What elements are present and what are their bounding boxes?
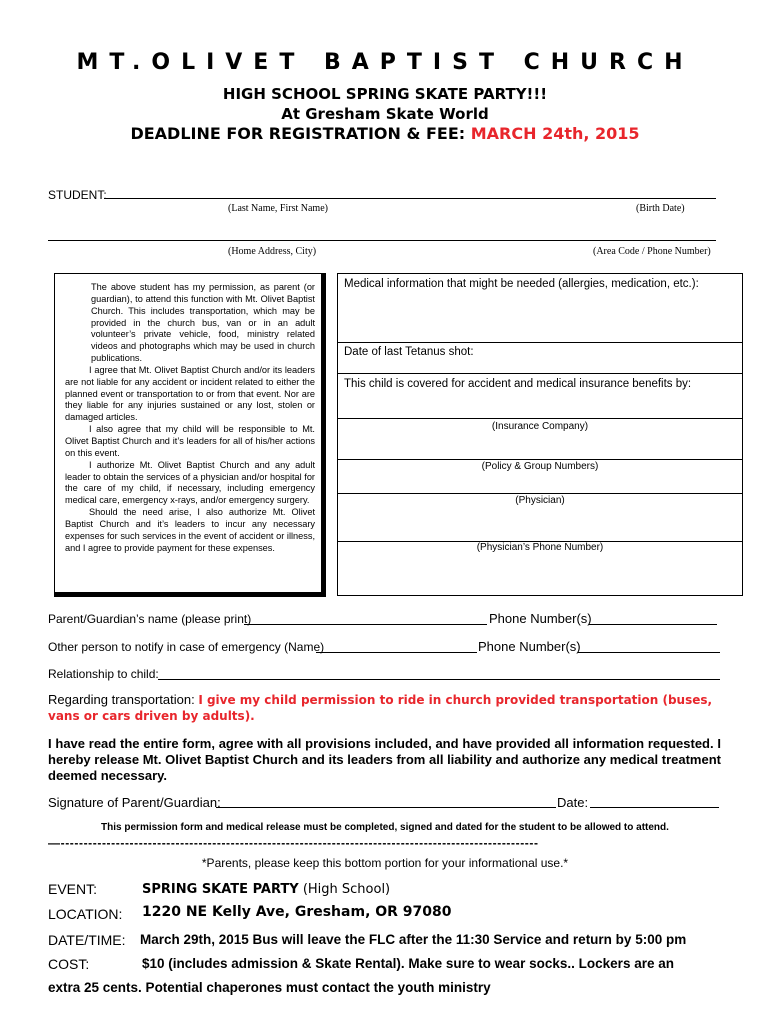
datetime-value: March 29th, 2015 Bus will leave the FLC after the 11:30 Service and return by 5:00 pm <box>140 932 687 947</box>
permission-paragraph: The above student has my permission, as parent (or guardian), to attend this function with Mt. Olivet Baptist Church. This includes transportation, which may be provided in the church bus, van or in an adult volunteer’s private vehicle, food, ministry related videos and photographs which may be used in church publications. <box>91 282 315 364</box>
deadline-label: DEADLINE FOR REGISTRATION & FEE: <box>130 124 471 143</box>
policy-number-field[interactable] <box>338 440 742 460</box>
guardian-phone-line[interactable] <box>589 624 717 625</box>
datetime-label: DATE/TIME: <box>48 932 126 948</box>
event-title: HIGH SCHOOL SPRING SKATE PARTY!!! <box>222 85 548 103</box>
tear-off-divider: —-------------------------------------------------------------------------------------------------------- <box>48 836 539 850</box>
physician-phone-caption: (Physician’s Phone Number) <box>476 542 604 553</box>
responsibility-paragraph: I also agree that my child will be responsible to Mt. Olivet Baptist Church and it’s leaders for all of his/her actions on this event. <box>65 424 315 458</box>
phone-caption: (Area Code / Phone Number) <box>593 246 711 257</box>
liability-paragraph: I agree that Mt. Olivet Baptist Church and/or its leaders are not liable for any accident or incident related to either the planned event or transportation to or from that event. Nor are they liable for any injuries sustained or any lost, stolen or damaged articles. <box>65 364 315 423</box>
signature-label: Signature of Parent/Guardian: <box>48 795 221 810</box>
location-label: LOCATION: <box>48 906 123 922</box>
medical-authorization-paragraph: I authorize Mt. Olivet Baptist Church and any adult leader to obtain the services of a physician and/or hospital for the care of my child, if necessary, including emergency medical care, emergency x-rays, and/or emergency surgery. <box>65 459 315 506</box>
date-line[interactable] <box>590 807 719 808</box>
deadline-heading <box>0 124 770 143</box>
agreement-text: I have read the entire form, agree with all provisions included, and have provided all information requested. I hereby release Mt. Olivet Baptist Church and its leaders from all liability and authorize any medical treatment deemed necessary. <box>48 736 721 783</box>
completion-notice: This permission form and medical release must be completed, signed and dated for the student to be allowed to attend. <box>101 822 669 833</box>
signature-line[interactable] <box>216 807 556 808</box>
guardian-name-label: Parent/Guardian’s name (please print) <box>48 612 252 626</box>
date-label: Date: <box>557 795 589 810</box>
event-value <box>142 880 390 897</box>
location-value: 1220 NE Kelly Ave, Gresham, OR 97080 <box>142 904 452 920</box>
keep-portion-note: *Parents, please keep this bottom portion for your informational use.* <box>201 856 569 870</box>
deadline-date: MARCH 24th, 2015 <box>470 124 640 143</box>
physician-caption: (Physician) <box>515 495 565 506</box>
student-label: STUDENT: <box>48 188 107 202</box>
address-caption: (Home Address, City) <box>228 246 317 257</box>
physician-phone-field[interactable] <box>338 522 742 542</box>
medical-info-box <box>337 273 743 596</box>
insurance-company-field[interactable] <box>338 401 742 419</box>
relationship-line[interactable] <box>158 679 720 680</box>
cost-value: $10 (includes admission & Skate Rental). Make sure to wear socks.. Lockers are an <box>142 956 674 971</box>
emergency-phone-label: Phone Number(s) <box>478 639 581 654</box>
name-caption: (Last Name, First Name) <box>228 203 328 214</box>
medical-info-label: Medical information that might be needed (allergies, medication, etc.): <box>344 278 699 290</box>
insurance-label: This child is covered for accident and medical insurance benefits by: <box>344 378 692 390</box>
church-name: MT.OLIVET BAPTIST CHURCH <box>76 50 694 75</box>
guardian-phone-label: Phone Number(s) <box>489 611 592 626</box>
student-name-line[interactable] <box>104 198 716 199</box>
birth-date-caption: (Birth Date) <box>636 203 685 214</box>
guardian-name-line[interactable] <box>244 624 487 625</box>
event-label: EVENT: <box>48 881 98 897</box>
event-name: SPRING SKATE PARTY <box>142 882 299 897</box>
emergency-phone-line[interactable] <box>578 652 720 653</box>
event-audience: (High School) <box>298 882 391 897</box>
permission-text-box <box>54 273 326 597</box>
location-heading: At Gresham Skate World <box>281 105 489 123</box>
medical-info-field[interactable] <box>338 274 742 343</box>
physician-field[interactable] <box>338 476 742 494</box>
policy-number-caption: (Policy & Group Numbers) <box>481 461 599 472</box>
address-line[interactable] <box>48 240 716 241</box>
emergency-contact-label: Other person to notify in case of emergency (Name) <box>48 640 325 654</box>
transportation-label: Regarding transportation: <box>48 692 199 707</box>
relationship-label: Relationship to child: <box>48 667 159 681</box>
cost-label: COST: <box>48 956 90 972</box>
transportation-statement <box>48 692 728 724</box>
cost-continued: extra 25 cents. Potential chaperones must contact the youth ministry <box>48 980 491 995</box>
emergency-contact-line[interactable] <box>316 652 477 653</box>
insurance-company-caption: (Insurance Company) <box>491 421 589 432</box>
expenses-paragraph: Should the need arise, I also authorize Mt. Olivet Baptist Church and it’s leaders to incur any necessary expenses for such services in the event of accident or illness, and I agree to provide payment for these expenses. <box>65 507 315 553</box>
tetanus-field[interactable] <box>338 343 742 374</box>
tetanus-label: Date of last Tetanus shot: <box>344 346 474 358</box>
transportation-permission: I give my child permission to ride in church provided transportation (buses, vans or cars driven by adults). <box>48 693 713 723</box>
